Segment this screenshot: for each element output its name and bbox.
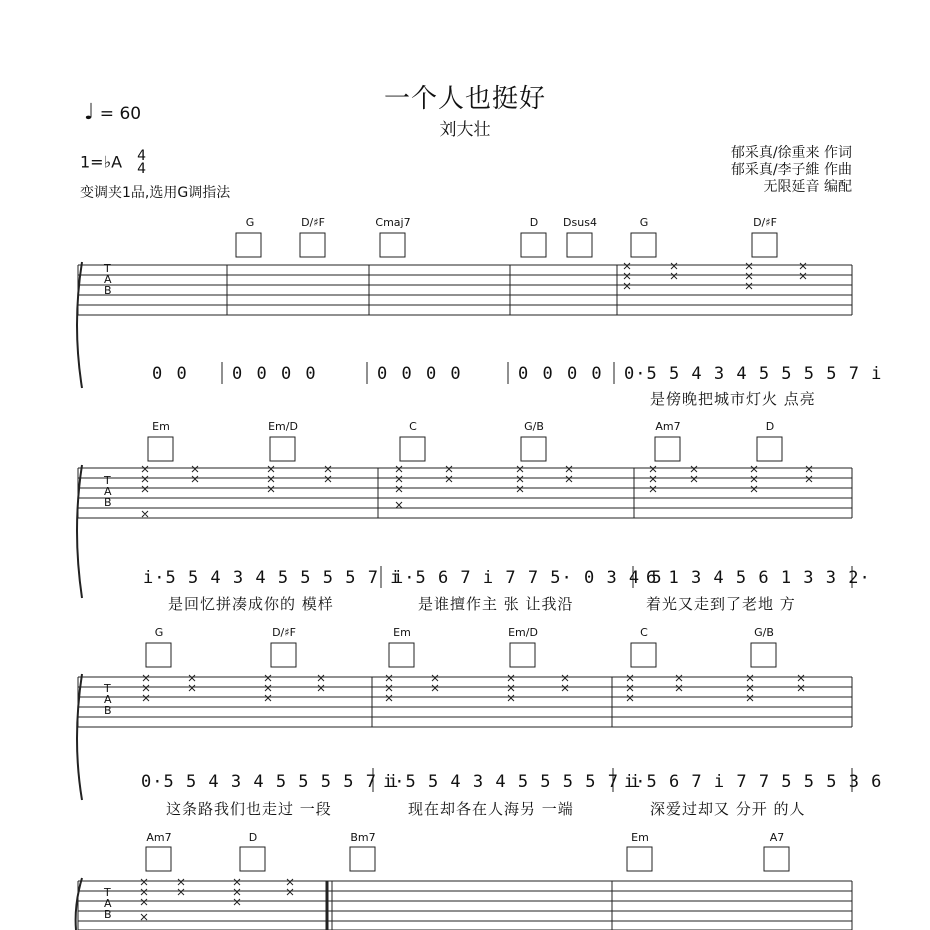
tab-letter: B xyxy=(104,704,112,717)
tab-letter: A xyxy=(104,693,112,706)
lyric-line: 这条路我们也走过 一段 xyxy=(166,800,332,818)
tab-staff-4 xyxy=(76,878,852,930)
chord-name: Em xyxy=(631,831,649,844)
chord-name: Em/D xyxy=(508,626,538,639)
tab-letter: A xyxy=(104,897,112,910)
tab-clef xyxy=(104,887,112,920)
quarter-note-icon: ♩ xyxy=(84,100,95,125)
credit-lyricist: 郁采真/徐重来 作词 xyxy=(730,145,852,161)
notation-measure: 0 0 xyxy=(152,364,189,384)
tab-letter: T xyxy=(104,682,111,695)
notation-measure: i·5 5 4 3 4 5 5 5 5 7 i xyxy=(383,772,642,792)
tab-letter: B xyxy=(104,496,112,509)
key-label: 1=♭A xyxy=(80,152,123,172)
tab-letter: T xyxy=(104,886,111,899)
lyric-line: 现在却各在人海另 一端 xyxy=(408,800,574,818)
lyric-line: 深爱过却又 分开 的人 xyxy=(650,800,806,818)
chord-name: C xyxy=(409,420,417,433)
notation-measure: 0 0 0 0 xyxy=(377,364,463,384)
song-title: 一个人也挺好 xyxy=(383,84,546,114)
chord-name: C xyxy=(640,626,648,639)
chord-name: Em/D xyxy=(268,420,298,433)
chord-name: D xyxy=(248,831,258,844)
notation-measure: 0·5 5 4 3 4 5 5 5 5 7 i xyxy=(141,772,400,792)
song-artist: 刘大壮 xyxy=(439,120,491,140)
notation-measure: 0 0 0 0 xyxy=(518,364,604,384)
tab-clef xyxy=(104,683,112,716)
tab-clef xyxy=(104,263,112,296)
tab-letter: T xyxy=(104,262,111,275)
lyric-line: 着光又走到了老地 方 xyxy=(646,595,796,613)
chord-name: G xyxy=(639,216,649,229)
chord-name: D xyxy=(529,216,539,229)
chord-name: G xyxy=(245,216,255,229)
time-sig-bottom: 4 xyxy=(137,161,147,177)
lyric-line: 是谁擅作主 张 让我沿 xyxy=(418,595,574,613)
time-sig-top: 4 xyxy=(137,148,147,164)
chord-name: G xyxy=(154,626,164,639)
notation-measure: i·5 6 7 i 7 7 5· 0 3 4 5 xyxy=(393,568,663,588)
chord-name: A7 xyxy=(769,831,785,844)
lyric-line: 是傍晚把城市灯火 点亮 xyxy=(650,390,816,408)
chord-name: G/B xyxy=(524,420,544,433)
chord-name: D xyxy=(765,420,775,433)
chord-name: Bm7 xyxy=(350,831,376,844)
tab-letter: A xyxy=(104,485,112,498)
tab-letter: T xyxy=(104,474,111,487)
chord-name: Am7 xyxy=(146,831,172,844)
notation-measure: 6 1 3 4 5 6 1 3 3 2· xyxy=(646,568,871,588)
capo-note: 变调夹1品,选用G调指法 xyxy=(80,185,231,201)
credit-composer: 郁采真/李子維 作曲 xyxy=(730,162,852,178)
tab-letter: A xyxy=(104,273,112,286)
chord-name: Em xyxy=(152,420,170,433)
notation-measure: 0 0 0 0 xyxy=(232,364,318,384)
chord-name: D/♯F xyxy=(301,216,325,229)
lyric-line: 是回忆拼凑成你的 模样 xyxy=(168,595,334,613)
strum-marks xyxy=(141,263,812,920)
tempo-value: = 60 xyxy=(99,104,142,124)
notation-measure: i·5 6 7 i 7 7 5 5 5 3 6 xyxy=(624,772,883,792)
tab-clef xyxy=(104,475,112,508)
chord-name: Em xyxy=(393,626,411,639)
notation-measure: 0·5 5 4 3 4 5 5 5 5 7 i xyxy=(624,364,883,384)
notation-measure: i·5 5 4 3 4 5 5 5 5 7 i xyxy=(143,568,402,588)
chord-name: Am7 xyxy=(655,420,681,433)
credit-arranger: 无限延音 编配 xyxy=(763,179,852,195)
tab-letter: B xyxy=(104,284,112,297)
chord-name: Cmaj7 xyxy=(375,216,411,229)
tab-letter: B xyxy=(104,908,112,921)
chord-name: Dsus4 xyxy=(563,216,597,229)
chord-name: G/B xyxy=(754,626,774,639)
chord-name: D/♯F xyxy=(753,216,777,229)
chord-name: D/♯F xyxy=(272,626,296,639)
